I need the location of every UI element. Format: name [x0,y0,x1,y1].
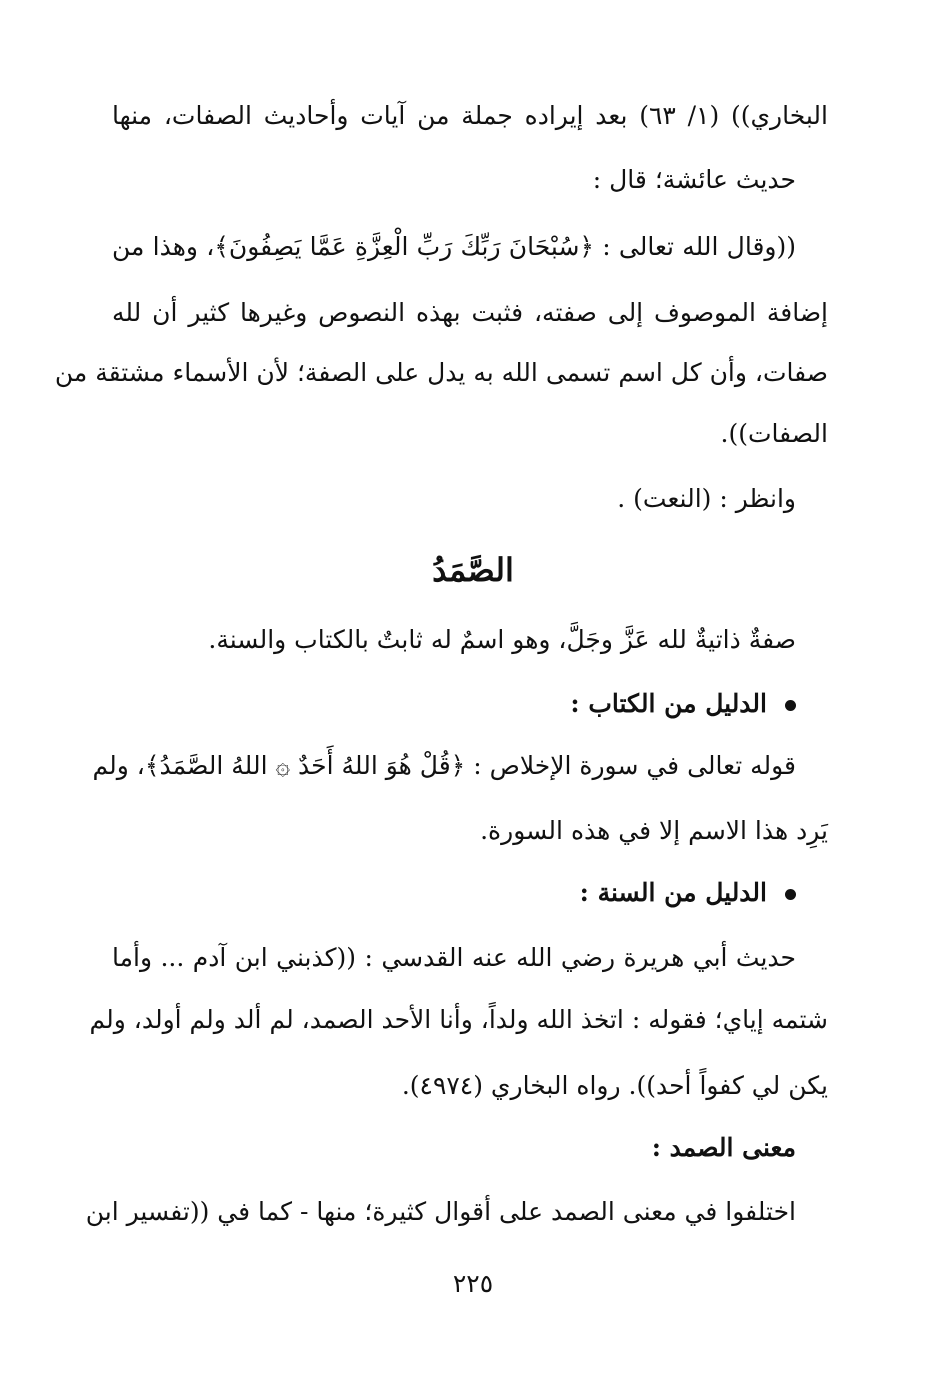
text-line: قوله تعالى في سورة الإخلاص : ﴿قُلْ هُوَ اللهُ أَحَدٌ ۞ اللهُ الصَّمَدُ﴾، ولم [92,751,796,780]
text-line: ((وقال الله تعالى : ﴿سُبْحَانَ رَبِّكَ رَبِّ الْعِزَّةِ عَمَّا يَصِفُونَ﴾، وهذا من [112,232,796,261]
text-line: صفات، وأن كل اسم تسمى الله به يدل على الصفة؛ لأن الأسماء مشتقة من [54,358,828,387]
text-line: اختلفوا في معنى الصمد على أقوال كثيرة؛ منها - كما في ((تفسير ابن [85,1197,796,1226]
bullet-icon [785,700,796,711]
evidence-sunnah-label: الدليل من السنة : [579,878,767,907]
text-line: إضافة الموصوف إلى صفته، فثبت بهذه النصوص وغيرها كثير أن لله [112,298,828,327]
text-line: حديث عائشة؛ قال : [592,165,796,194]
bullet-icon [785,889,796,900]
text-line: يَرِد هذا الاسم إلا في هذه السورة. [480,816,828,845]
evidence-book-label: الدليل من الكتاب : [570,689,767,718]
text-line: الصفات)). [720,419,828,448]
intro-text: صفةٌ ذاتيةٌ لله عَزَّ وجَلَّ، وهو اسمٌ له ثابتٌ بالكتاب والسنة. [208,625,796,654]
text-line: البخاري)) (١/ ٦٣) بعد إيراده جملة من آيات وأحاديث الصفات، منها [112,101,828,130]
page-number: ٢٢٥ [452,1269,494,1298]
evidence-book-heading [80,684,796,724]
text-line: يكن لي كفواً أحد)). رواه البخاري (٤٩٧٤). [401,1071,828,1100]
text-line: حديث أبي هريرة رضي الله عنه القدسي : ((كذبني ابن آدم ... وأما [112,943,796,972]
meaning-heading: معنى الصمد : [651,1133,796,1162]
evidence-sunnah-heading [80,873,796,913]
text-line: شتمه إياي؛ فقوله : اتخذ الله ولداً، وأنا الأحد الصمد، لم ألد ولم أولد، ولم [89,1005,828,1034]
section-title: الصَّمَدُ [432,551,514,589]
cross-reference: وانظر : (النعت) . [617,484,796,513]
